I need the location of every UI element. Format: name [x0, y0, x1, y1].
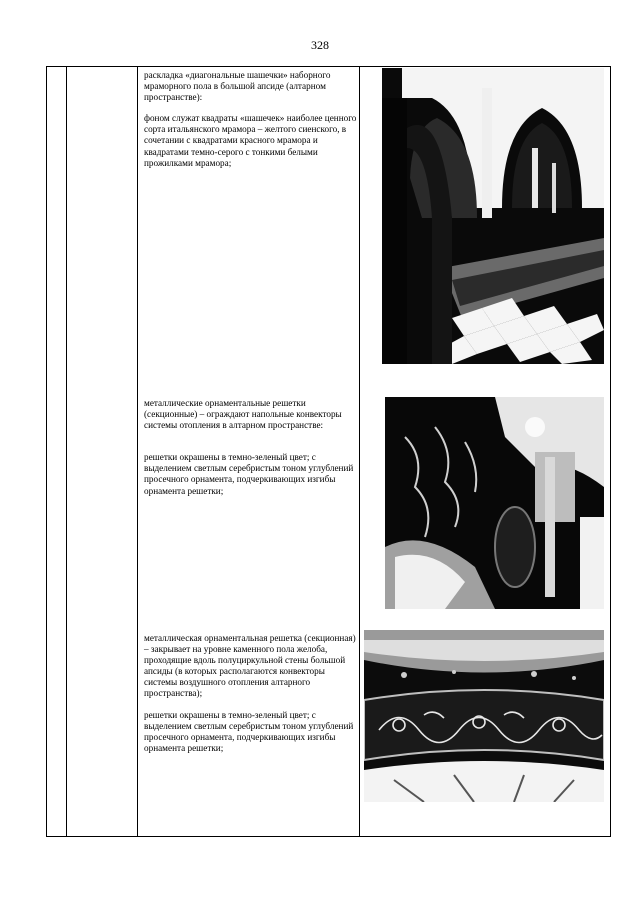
column-divider	[66, 67, 67, 836]
floor-grille-photo	[364, 630, 604, 802]
row-3-paragraph-1: металлическая орнаментальная решетка (секционная) – закрывает на уровне каменного пола желоба, проходящие вдоль полуциркульной стены большой апсиды (в которых располагаются конвекторы системы воздушного отопления алтарного пространства);	[144, 633, 356, 699]
altar-floor-image	[382, 68, 604, 364]
row-1-description	[144, 70, 360, 169]
row-2-paragraph-1: металлические орнаментальные решетки (секционные) – ограждают напольные конвекторы системы отопления в алтарном пространстве:	[144, 398, 342, 431]
row-1-paragraph-2: фоном служат квадраты «шашечек» наиболее ценного сорта итальянского мрамора – желтого сиенского, в сочетании с квадратами красного мрамора и квадратами темно-серого с тонкими белыми прожилками мрамора;	[144, 113, 357, 168]
row-3-description	[144, 633, 360, 754]
row-3-paragraph-2: решетки окрашены в темно-зеленый цвет; с выделением светлым серебристым тоном углублений просечного орнамента, подчеркивающих изгибы орнамента решетки;	[144, 709, 354, 753]
row-1-paragraph-1: раскладка «диагональные шашечки» наборного мраморного пола в большой апсиде (алтарном пространстве):	[144, 70, 331, 103]
column-divider	[137, 67, 138, 836]
floor-grille-image	[364, 630, 604, 802]
altar-floor-photo	[382, 68, 604, 364]
convector-grille-photo	[385, 397, 604, 609]
page-number: 328	[311, 38, 329, 52]
row-2-description	[144, 398, 360, 497]
row-2-paragraph-2: решетки окрашены в темно-зеленый цвет; с выделением светлым серебристым тоном углублений просечного орнамента, подчеркивающих изгибы орнамента решетки;	[144, 452, 354, 496]
convector-grille-image	[385, 397, 604, 609]
